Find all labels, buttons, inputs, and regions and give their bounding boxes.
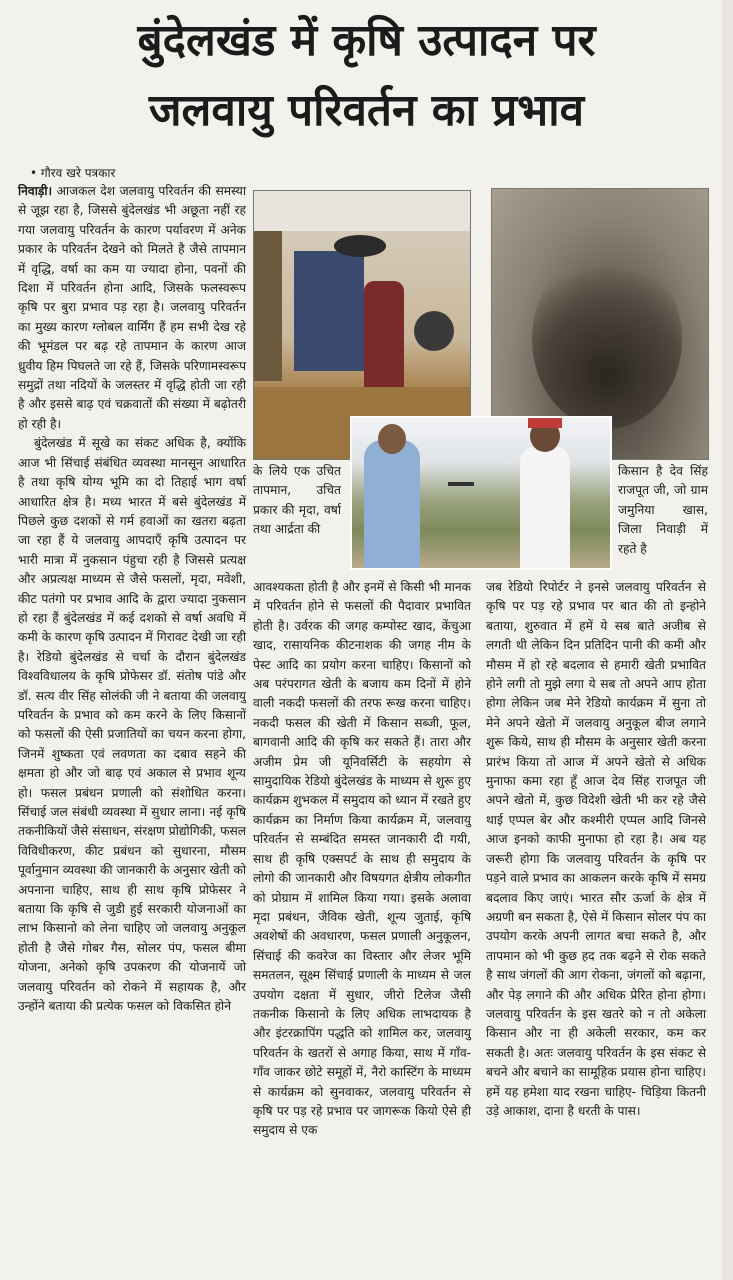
byline: • गौरव खरे पत्रकार <box>30 166 116 180</box>
headline-line-2: जलवायु परिवर्तन का प्रभाव <box>148 85 585 136</box>
paragraph-2: बुंदेलखंड में सूखे का संकट अधिक है, क्योंकि आज भी सिंचाई संबंधित व्यवस्था मानसून आधारित है तथा कृषि योग्य भूमि का दो तिहाई भाग वर्षा आधारित क्षेत्र है। मध्य भारत में बसे बुंदेलखंड में पिछले कुछ दशकों से गर्म हवाओं का खतरा बढ़ता जा रहा हैं ये जलवायु आपदाएँ कृषि उत्पादन पर भारी मात्रा में नुकसान पंहुचा रही है जिससे प्रत्यक्ष और अप्रत्यक्ष माध्यम से जैसे फसलों, मृदा, मवेशी, कीट पतंगो पर प्रभाव आदि के द्वारा ज्यादा नुकसान हो रहा हैं बुंदेलखंड में कई दशको से वर्षा अवधि में कमी के कारण कृषि उत्पादन में गिरावट देखी जा रही है। रेडियो बुंदेलखंड से चर्चा के दौरान बुंदेलखंड विश्वविधालय के कृषि प्रोफेसर डॉ. संतोष पांडे और डॉ. सत्य वीर सिंह सोलंकी जी ने बताया की जलवायु परिवर्तन के प्रभाव को कम करने के लिए किसानों को फसलों की ऐसी प्रजातियों का चयन करना होगा, जिनमें शुष्कता एवं लवणता का दबाव सहने की क्षमता हो और जो बाढ़ एवं अकाल से प्रभाव शून्य हो। फसल प्रबंधन प्रणाली को संशोधित करना। सिंचाई जल संबंधी व्यवस्था में सुधार लाना। नई कृषि तकनीकियों जैसे संसाधन, संरक्षण प्रोद्योगिकी, फसल विविधीकरण, कीट प्रबंधन को सुधारना, मौसम पूर्वानुमान व्यवस्था की जानकारी के अनुसार खेती को अपनाना चाहिए, साथ ही साथ कृषि प्रोफेसर ने बताया कि कृषि से जुडी हुई सरकारी योजनाओं का लाभ किसानो को लेना चाहिए जो जलवायु अनुकूल होती है जैसे गोबर गैस, सोलर पंप, फसल बीमा योजना, अनेको कृषि उपकरण की योजनायें जो जलवायु परिवर्तन को रोकने में सहायक है, और उन्होंने बताया की प्रत्येक फसल को विकसित होने <box>18 436 246 1014</box>
headline-line-1: बुंदेलखंड में कृषि उत्पादन पर <box>137 15 596 66</box>
article-column-2: आवश्यकता होती है और इनमें से किसी भी मानक में परिवर्तन होने से फसलों की पैदावार प्रभावित होती है। उर्वरक की जगह कम्पोस्ट खाद, केंचुआ खाद, रासायनिक कीटनाशक की जगह नीम के पेस्ट आदि का प्रयोग करना चाहिए। किसानों को अब परंपरागत खेती के बजाय कम दिनों में होने वाली नकदी फसलों की तरफ रूख करना चाहिए। नकदी फसल की खेती में किसान सब्जी, फूल, बागवानी आदि की कृषि कर सकते हैं। तारा और अजीम प्रेम जी यूनिवर्सिटी के सहयोग से सामुदायिक रेडियो बुंदेलखंड के माध्यम से शुरू हुए कार्यक्रम शुभकल में समुदाय को ध्यान में रखते हुए कार्यक्रम का निर्माण किया कार्यक्रम में, जलवायु परिवर्तन से सम्बंदित समस्त जानकारी दी गयी, साथ ही कृषि एक्सपर्ट के साथ ही समुदाय के लोगो की जानकारी और विषयगत क्षेत्रीय लोकगीत को प्रोग्राम में शामिल किया गया। इसके अलावा मृदा प्रबंधन, जैविक खेती, शून्य जुताई, कृषि अवशेषों की अवधारण, फसल प्रणाली अनुकूलन, सिंचाई की कवरेज का विस्तार और लेजर भूमि समतलन, सूक्ष्म सिंचाई प्रणाली के माध्यम से जल उपयोग दक्षता में सुधार, जीरो टिलेज जैसी तकनीक किसानो के लिए अधिक लाभदायक है और इंटरक्रापिंग पद्धति को शामिल कर, जलवायु परिवर्तन के खतरों से अगाह किया, साथ में गाँव-गाँव जाकर छोटे समूहों में, नैरो कास्टिंग के माध्यम से कार्यक्रम को सुनवाकर, जलवायु परिवर्तन से कृषि पर पड़ रहे प्रभाव पर जागरूक कियो ऐसे ही समुदाय से एक <box>253 580 471 1138</box>
photo-radio-interview <box>350 416 612 570</box>
article-column-1 <box>18 182 246 1016</box>
dateline: निवाड़ी। <box>18 184 53 198</box>
adjacent-article-strip <box>722 0 733 1280</box>
paragraph-1-text: आजकल देश जलवायु परिवर्तन की समस्या से जूझ रहा है, जिससे बुंदेलखंड भी अछूता नहीं रह गया जलवायु परिवर्तन के कारण पर्यावरण में अनेक प्रकार के परिवर्तन देखने को मिलते है जैसे तापमान में वृद्धि, वर्षा का कम या ज्यादा होना, पवनों की दिशा में परिवर्तन होना आदि, जिसके फलस्वरूप कृषि पर बुरा प्रभाव पड़ रहा है। जलवायु परिवर्तन का मुख्य कारण ग्लोबल वार्मिंग हैं हम सभी देख रहे की भूमंडल पर बढ़ रहे तापमान के कारण आज ध्रुवीय हिम पिघलते जा रहे हैं, जिसके परिणामस्वरूप समुद्रों तथा नदियों के जलस्तर में वृद्धि होती जा रही है और इससे बाढ़ एवं चक्रवातों की संख्या में बढ़ोतरी हो रही है। <box>18 184 246 431</box>
article-column-3: जब रेडियो रिपोर्टर ने इनसे जलवायु परिवर्तन से कृषि पर पड़ रहे प्रभाव पर बात की तो इन्होने बताया, शुरुवात में हमें ये सब बाते अजीब से लगती थी लेकिन दिन प्रतिदिन पानी की कमी और मौसम में हो रहे बदलाव से हमारी खेती प्रभावित होने लगी तो मुझे लगा ये सब तो अपने आप होता होगा लेकिन जब मेने रेडियो कार्यक्रम में सुना तो मेने अपने खेतो में जलवायु अनुकूल बीज लगाने शुरू किये, साथ ही मौसम के अनुसार खेती करना प्रारंभ किया तो आज में अपने खेतो से अधिक मुनाफा कमा रहा हूँ आज देव सिंह राजपूत जी अपने खेतो में, कुछ विदेशी खेती भी कर रहे जैसे थाई एप्पल बेर और कश्मीरी एप्पल आदि जिनसे आज इनको काफी मुनाफा हो रहा है। अब यह जरूरी होगा कि जलवायु परिवर्तन के कृषि पर पड़ने वाले प्रभाव का आकलन करके कृषि में समग्र बदलाव किए जाएं। भारत सौर ऊर्जा के क्षेत्र में अग्रणी बन सकता है, ऐसे में किसान सोलर पंप का उपयोग करके अपनी लागत बचा सकते है, और तापमान को भी कुछ हद तक बढ़ने से रोक सकते है साथ जंगलों की आग रोकना, जंगलों को बढ़ाना, और पेड़ लगाने की और अधिक प्रेरित होना होगा। जलवायु परिवर्तन के इस खतरे को न तो अकेला किसान और ना ही अकेली सरकार, कम कर सकती है। अतः जलवायु परिवर्तन के इस संकट से बचने और बचाने का सामूहिक प्रयास होना चाहिए। हमें यह हमेशा याद रखना चाहिए- चिड़िया कितनी उड़े आकाश, दाना है धरती के पास। <box>486 580 706 1118</box>
article-column-3-intro: किसान है देव सिंह राजपूत जी, जो ग्राम जमुनिया खास, जिला निवाड़ी में रहते है <box>618 464 708 556</box>
article-column-2-intro: के लिये एक उचित तापमान, उचित प्रकार की मृदा, वर्षा तथा आर्द्रता की <box>253 464 341 537</box>
paragraph-1 <box>18 182 246 434</box>
